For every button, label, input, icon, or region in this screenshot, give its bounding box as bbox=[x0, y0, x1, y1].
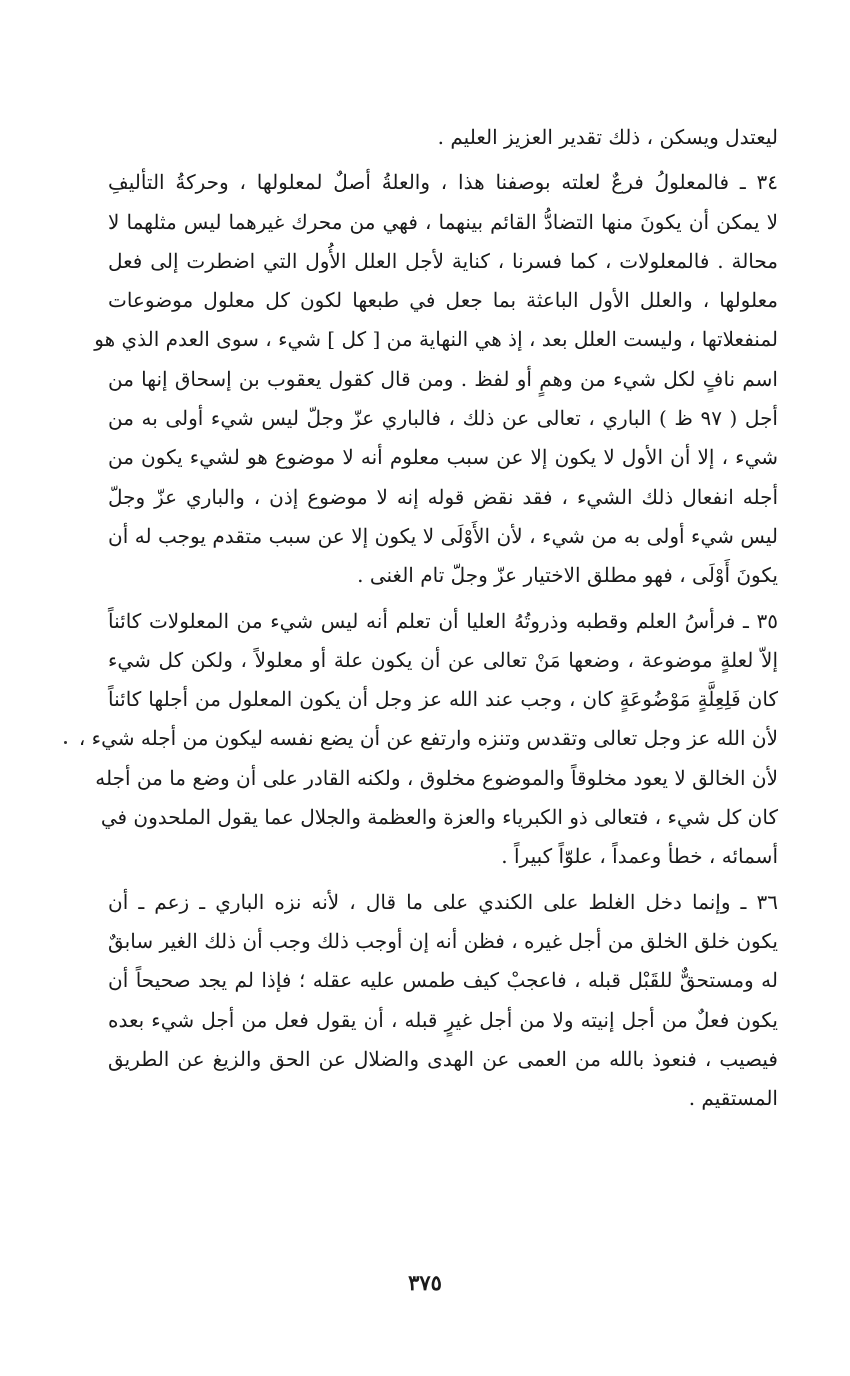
text-line: ٣٦ ـ وإنما دخل الغلط على الكندي على ما قال ، لأنه نزه الباري ـ زعم ـ أن bbox=[108, 889, 778, 914]
text-line: ليعتدل ويسكن ، ذلك تقدير العزيز العليم . bbox=[437, 125, 778, 149]
text-line: يكون خلق الخلق من أجل غيره ، فظن أنه إن أوجب ذلك وجب أن ذلك الغير سابقٌ bbox=[108, 928, 778, 953]
paragraph-36 bbox=[108, 883, 778, 1119]
text-line: أجل ( ٩٧ ظ ) الباري ، تعالى عن ذلك ، فالباري عزّ وجلّ ليس شيء أولى به من bbox=[108, 406, 778, 431]
text-line: فيصيب ، فنعوذ بالله من العمى عن الهدى والضلال عن الحق والزيغ عن الطريق bbox=[108, 1046, 778, 1071]
text-line: كان فَلِعِلَّةٍ مَوْضُوعَةٍ كان ، وجب عند الله عز وجل أن يكون المعلول من أجلها كائناً bbox=[108, 687, 778, 712]
text-line: ليس شيء أولى به من شيء ، لأن الأَوْلَى لا يكون إلا عن سبب متقدم يوجب له أن bbox=[108, 523, 778, 548]
text-line: محالة . فالمعلولات ، كما فسرنا ، كناية لأجل العلل الأُول التي اضطرت إلى فعل bbox=[108, 248, 778, 273]
text-line: ٣٤ ـ فالمعلولُ فرعٌ لعلته بوصفنا هذا ، والعلةُ أصلٌ لمعلولها ، وحركةُ التأليفِ bbox=[108, 170, 778, 195]
text-line: إلاّ لعلةٍ موضوعة ، وضعها مَنْ تعالى عن أن يكون علة أو معلولاً ، ولكن كل شيء bbox=[108, 647, 778, 672]
text-line: أجله انفعال ذلك الشيء ، فقد نقض قوله إنه لا موضوع إذن ، والباري عزّ وجلّ bbox=[108, 484, 778, 509]
text-line: كان كل شيء ، فتعالى ذو الكبرياء والعزة والعظمة والجلال عما يقول الملحدون في bbox=[100, 805, 778, 830]
paragraph-34 bbox=[94, 163, 778, 595]
margin-dot bbox=[64, 741, 67, 744]
paragraph-35 bbox=[78, 602, 778, 877]
text-line: يكونَ أَوْلَى ، فهو مطلق الاختيار عزّ وجلّ تام الغنى . bbox=[357, 563, 778, 588]
text-line: يكون فعلٌ من أجل إنيته ولا من أجل غيرٍ قبله ، أن يقول فعل من أجل شيء بعده bbox=[108, 1007, 778, 1032]
text-line: لأن الله عز وجل تعالى وتقدس وتنزه وارتفع عن أن يضع نفسه ليكون من أجله شيء ، bbox=[78, 726, 778, 751]
text-line: لمنفعلاتها ، وليست العلل بعد ، إذ هي النهاية من [ كل ] شيء ، سوى العدم الذي هو bbox=[94, 327, 778, 352]
text-line: لأن الخالق لا يعود مخلوقاً والموضوع مخلوق ، ولكنه القادر على أن وضع ما من أجله bbox=[95, 765, 778, 790]
text-line: لا يمكن أن يكونَ منها التضادُّ القائم بينهما ، فهي من محرك غيرهما ليس مثلهما لا bbox=[108, 209, 778, 234]
text-line: شيء ، إلا أن الأول لا يكون إلا عن سبب معلوم أنه لا موضوع هو لشيء يكون من bbox=[108, 445, 778, 470]
text-line: المستقيم . bbox=[688, 1086, 778, 1111]
paragraph bbox=[108, 118, 778, 157]
text-line: اسم نافٍ لكل شيء من وهمٍ أو لفظ . ومن قال كقول يعقوب بن إسحاق إنها من bbox=[108, 366, 778, 391]
text-line: أسمائه ، خطأ وعمداً ، علوّاً كبيراً . bbox=[501, 844, 778, 869]
text-line: ٣٥ ـ فرأسُ العلم وقطبه وذروتُهُ العليا أن تعلم أنه ليس شيء من المعلولات كائناً bbox=[108, 608, 778, 633]
text-line: له ومستحقٌّ للقَبْل قبله ، فاعجبْ كيف طمس عليه عقله ؛ فإذا لم يجد صحيحاً أن bbox=[108, 968, 778, 993]
page-number: ٣٧٥ bbox=[408, 1270, 442, 1295]
page-body bbox=[78, 118, 778, 1118]
text-line: معلولها ، والعلل الأول الباعثة بما جعل في طبعها لكون كل معلول موضوعات bbox=[108, 288, 778, 313]
